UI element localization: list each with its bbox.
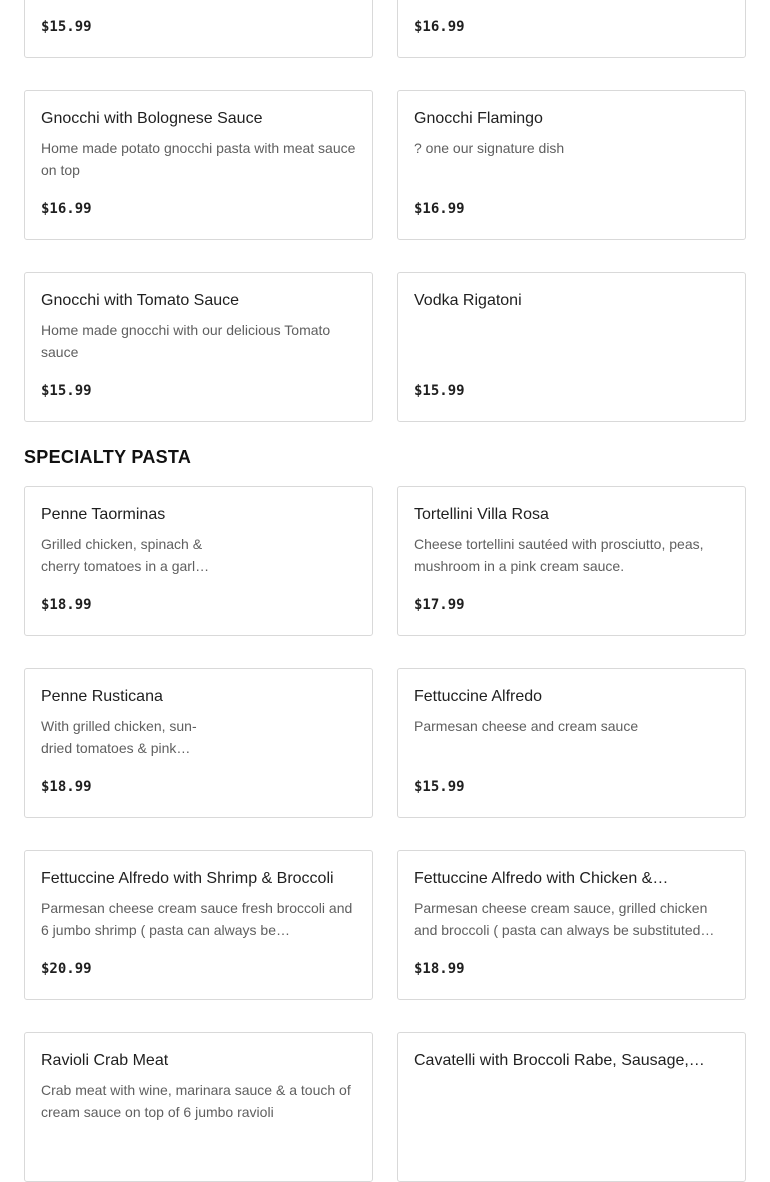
menu-item-name: Fettuccine Alfredo with Shrimp & Broccoli [41,870,334,887]
menu-item-name: Fettuccine Alfredo with Chicken &… [414,870,669,887]
menu-item-price: $18.99 [414,961,465,977]
menu-item-price: $16.99 [414,19,465,35]
menu-item-description: Parmesan cheese and cream sauce [414,718,639,734]
section-heading: SPECIALTY PASTA [24,447,192,467]
menu-item-price: $15.99 [41,383,92,399]
menu-item-name: Gnocchi with Tomato Sauce [41,292,240,309]
menu-item-price: $15.99 [414,779,465,795]
menu-item-card[interactable] [397,272,746,422]
menu-item-description: Cheese tortellini sautéed with prosciutto, peas, mushroom in a pink cream sauce. [414,536,704,574]
menu-item-description: With grilled chicken, sun-dried tomatoes & pink… [41,718,197,756]
menu-item-description: ? one our signature dish [414,140,565,156]
menu-item-name: Gnocchi Flamingo [414,110,543,127]
menu-item-name: Penne Taorminas [41,506,166,523]
menu-item-price: $17.99 [414,597,465,613]
menu-item-name: Fettuccine Alfredo [414,688,543,705]
menu-item-name: Tortellini Villa Rosa [414,506,549,523]
menu-item-price: $18.99 [41,597,92,613]
menu-item-description: Home made potato gnocchi pasta with meat sauce on top [41,140,356,178]
menu-item-card[interactable] [397,0,746,58]
menu-item-card[interactable] [24,272,373,422]
menu-item-price: $16.99 [41,201,92,217]
menu-item-name: Cavatelli with Broccoli Rabe, Sausage,… [414,1052,705,1069]
menu-item-card[interactable] [397,668,746,818]
menu-item-price: $18.99 [41,779,92,795]
menu-item-name: Penne Rusticana [41,688,163,705]
menu-item-description: Home made gnocchi with our delicious Tomato sauce [41,322,331,360]
menu-item-name: Gnocchi with Bolognese Sauce [41,110,263,127]
menu-item-card[interactable] [397,486,746,636]
menu-item-card[interactable] [24,0,373,58]
menu-item-price: $16.99 [414,201,465,217]
menu-item-description: Crab meat with wine, marinara sauce & a touch of cream sauce on top of 6 jumbo ravioli [41,1082,351,1120]
menu-item-card[interactable] [24,90,373,240]
menu-item-price: $20.99 [41,961,92,977]
menu-item-card[interactable] [397,1032,746,1182]
menu-item-description: Parmesan cheese cream sauce fresh broccoli and 6 jumbo shrimp ( pasta can always be… [41,900,353,938]
menu-item-description: Parmesan cheese cream sauce, grilled chicken and broccoli ( pasta can always be substituted… [414,900,715,938]
menu-item-card[interactable] [24,486,373,636]
menu-item-card[interactable] [24,668,373,818]
menu-item-price: $15.99 [414,383,465,399]
menu-item-card[interactable] [397,850,746,1000]
menu-item-card[interactable] [24,1032,373,1182]
menu-item-name: Vodka Rigatoni [414,292,522,309]
menu-item-price: $15.99 [41,19,92,35]
menu-item-card[interactable] [397,90,746,240]
menu-item-card[interactable] [24,850,373,1000]
menu-item-description: Grilled chicken, spinach & cherry tomatoes in a garl… [41,536,210,574]
menu-item-name: Ravioli Crab Meat [41,1052,169,1069]
